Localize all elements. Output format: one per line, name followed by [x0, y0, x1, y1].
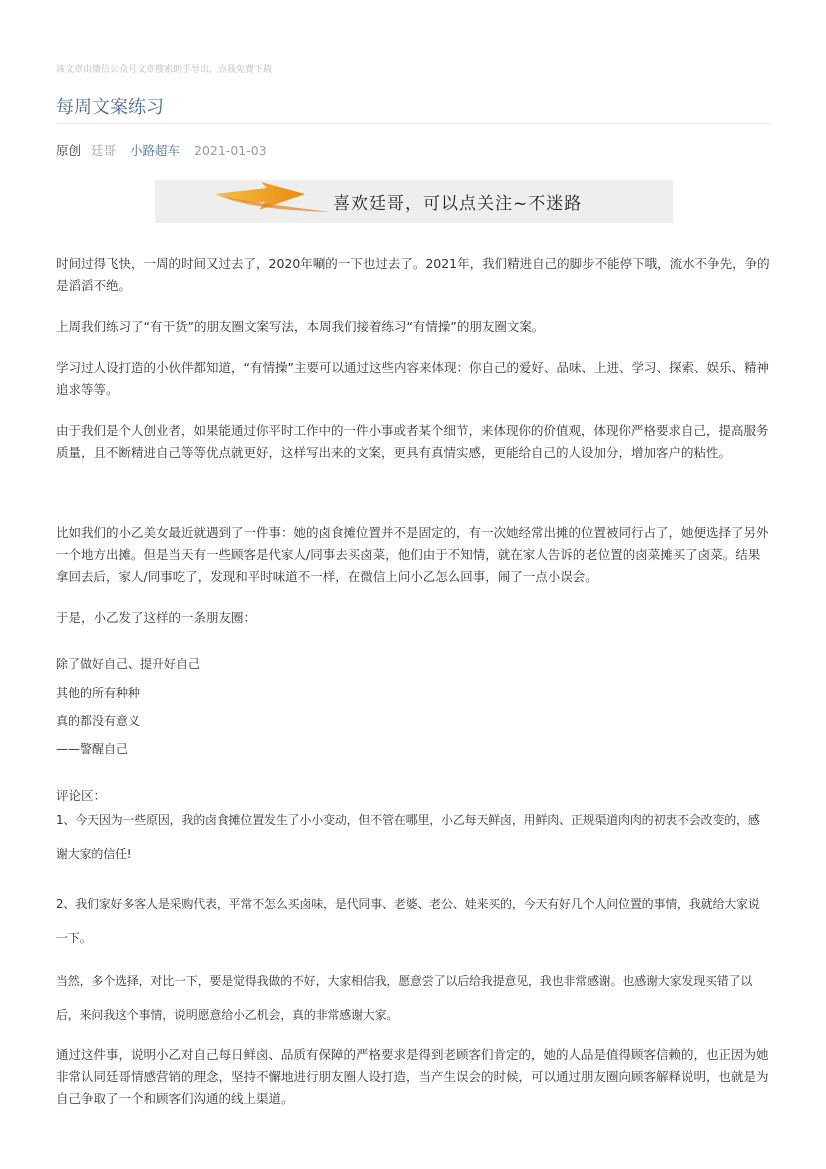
paragraph-6: 于是，小乙发了这样的一条朋友圈： — [56, 610, 257, 625]
article-title: 每周文案练习 — [56, 97, 164, 118]
article-meta — [56, 141, 277, 159]
comment-label: 评论区： — [56, 788, 107, 803]
moments-line-1: 除了做好自己、提升好自己 — [56, 657, 201, 671]
swoosh-arrow-icon — [155, 180, 355, 223]
paragraph-4: 由于我们是个人创业者，如果能通过你平时工作中的一件小事或者某个细节，来体现你的价值观，体现你严格要求自己，提高服务质量，且不断精进自己等等优点就更好，这样写出来的文案，更具有真情实感，更能给自己的人设加分，增加客户的粘性。 — [56, 423, 769, 460]
title-divider — [56, 123, 770, 124]
publish-date: 2021-01-03 — [194, 143, 267, 158]
banner-text: 喜欢廷哥，可以点关注~不迷路 — [333, 194, 583, 214]
closing-paragraph: 通过这件事，说明小乙对自己每日鲜卤、品质有保障的严格要求是得到老顾客们肯定的，她的人品是值得顾客信赖的，也正因为她非常认同廷哥情感营销的理念，坚持不懈地进行朋友圈人设打造，当产生误会的时候，可以通过朋友圈向顾客解释说明，也就是为自己争取了一个和顾客们沟通的线上渠道。 — [56, 1047, 769, 1106]
paragraph-5: 比如我们的小乙美女最近就遇到了一件事：她的卤食摊位置并不是固定的，有一次她经常出摊的位置被同行占了，她便选择了另外一个地方出摊。但是当天有一些顾客是代家人/同事去买卤菜，他们由于不知情，就在家人告诉的老位置的卤菜摊买了卤菜。结果拿回去后，家人/同事吃了，发现和平时味道不一样，在微信上问小乙怎么回事，闹了一点小误会。 — [56, 525, 769, 584]
export-notice-link[interactable]: 该文章由微信公众号文章搜索助手导出，点我免费下载 — [56, 65, 273, 75]
paragraph-1: 时间过得飞快，一周的时间又过去了，2020年唰的一下也过去了。2021年，我们精进自己的脚步不能停下哦，流水不争先，争的是滔滔不绝。 — [56, 256, 770, 293]
account-link[interactable]: 小路超车 — [130, 143, 181, 158]
follow-banner-image — [155, 180, 673, 223]
author-name: 廷哥 — [91, 143, 117, 158]
comment-3: 当然，多个选择，对比一下，要是觉得我做的不好，大家相信我，愿意尝了以后给我提意见，我也非常感谢。也感谢大家发现买错了以后，来问我这个事情，说明愿意给小乙机会，真的非常感谢大家。 — [56, 974, 753, 1022]
paragraph-2: 上周我们练习了“有干货”的朋友圈文案写法，本周我们接着练习“有情操”的朋友圈文案。 — [56, 319, 545, 334]
paragraph-3: 学习过人设打造的小伙伴都知道，“有情操”主要可以通过这些内容来体现：你自己的爱好、品味、上进、学习、探索、娱乐、精神追求等等。 — [56, 360, 769, 397]
original-label: 原创 — [56, 143, 82, 158]
moments-line-3: 真的都没有意义 — [56, 714, 141, 728]
comment-2: 2、我们家好多客人是采购代表，平常不怎么买卤味，是代同事、老婆、老公、娃来买的，今天有好几个人问位置的事情，我就给大家说一下。 — [56, 897, 760, 945]
moments-line-4: ——警醒自己 — [56, 742, 129, 756]
comment-1: 1、今天因为一些原因，我的卤食摊位置发生了小小变动，但不管在哪里，小乙每天鲜卤，用鲜肉、正规渠道肉肉的初衷不会改变的，感谢大家的信任! — [56, 813, 760, 861]
moments-line-2: 其他的所有种种 — [56, 686, 141, 700]
